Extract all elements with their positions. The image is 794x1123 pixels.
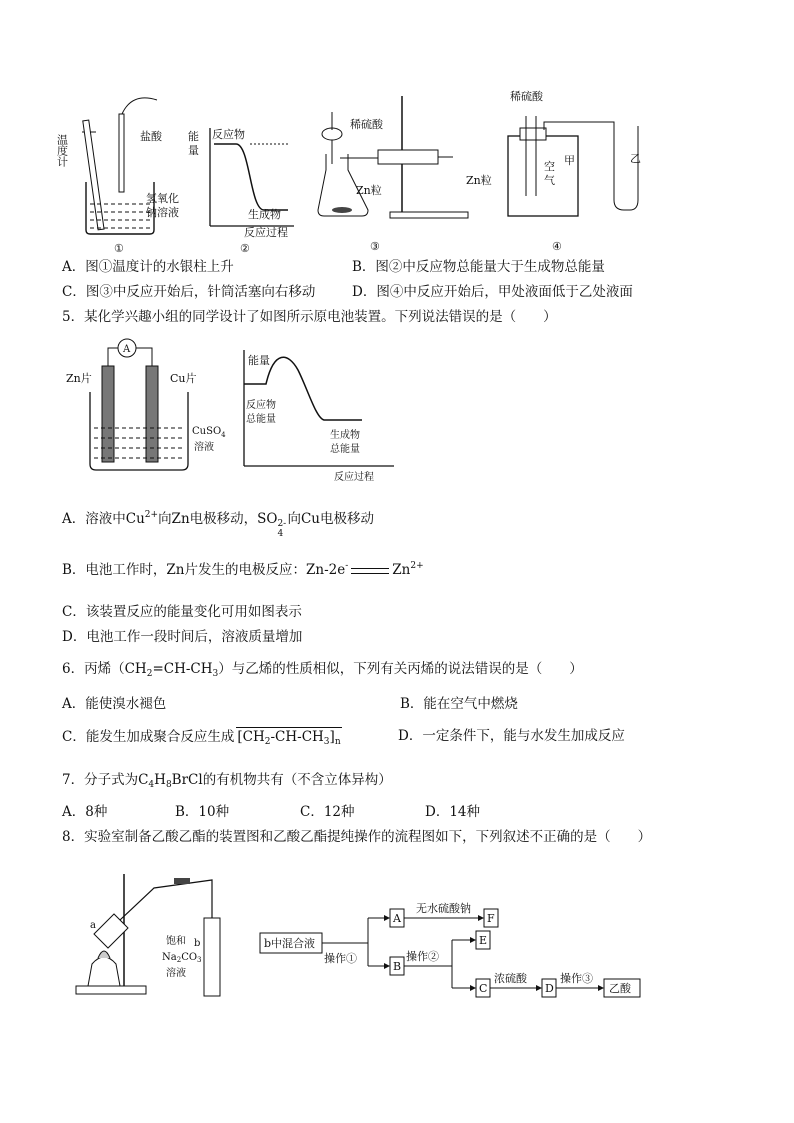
acid-label-4: 稀硫酸: [510, 90, 543, 103]
thermo-label: 温度计: [55, 134, 69, 167]
flow-dry: 无水硫酸钠: [416, 902, 471, 915]
q4-option-a: A．图①温度计的水银柱上升: [62, 259, 234, 275]
q4-figure-3: [318, 92, 468, 257]
q8-stem: 8．实验室制备乙酸乙酯的装置图和乙酸乙酯提纯操作的流程图如下，下列叙述不正确的是（ ）: [62, 829, 652, 845]
q8-apparatus-figure: [70, 858, 250, 1003]
ammeter-label: A: [123, 344, 131, 355]
q6-option-a: A．能使溴水褪色: [62, 696, 167, 712]
q7-option-b: B．10种: [175, 804, 230, 820]
q8-flowchart: [256, 900, 646, 1004]
q7-option-a: A．8种: [62, 804, 108, 820]
q5-option-c: C．该装置反应的能量变化可用如图表示: [62, 604, 302, 620]
q6-option-d: D．一定条件下，能与水发生加成反应: [398, 728, 625, 744]
q5-energy-figure: [238, 340, 398, 483]
q5-stem: 5．某化学兴趣小组的同学设计了如图所示原电池装置。下列说法错误的是（ ）: [62, 309, 557, 325]
axis-y-label-1: 能: [188, 130, 199, 143]
flow-h2so4: 浓硫酸: [494, 972, 527, 985]
yi-label: 乙: [630, 152, 641, 165]
q5-option-b: B．电池工作时，Zn片发生的电极反应：Zn-2e- $Zn^{2+}$: [62, 561, 424, 578]
acid-label: 盐酸: [140, 130, 162, 143]
na2co3-label: $Na_2CO_3$: [162, 952, 202, 964]
q4-figure-1: [55, 92, 182, 257]
zn-label-4: Zn粒: [466, 174, 492, 187]
fig-num-4: ④: [552, 240, 562, 253]
q6-option-b: B．能在空气中燃烧: [400, 696, 518, 712]
label-a: a: [90, 920, 96, 931]
prod-energy-label-1: 生成物: [330, 430, 360, 441]
naoh-label-2: 钠溶液: [146, 206, 179, 219]
q4-figure-4: [466, 86, 646, 256]
react-energy-label-2: 总能量: [246, 414, 276, 425]
flow-e: E: [479, 934, 488, 947]
react-energy-label-1: 反应物: [246, 400, 276, 411]
q4-figure-2: [188, 118, 298, 258]
zn-label-3: Zn粒: [356, 184, 382, 197]
q5-cell-figure: [62, 336, 242, 481]
air-label-1: 空: [544, 160, 555, 173]
react-label: 反应物: [212, 128, 245, 141]
q5-option-a: A．溶液中$Cu^{2+}$向Zn电极移动，SO 2- 4 向Cu电极移动: [62, 510, 374, 539]
q4-option-c: C．图③中反应开始后，针筒活塞向右移动: [62, 284, 316, 300]
reaction-arrow: [351, 568, 389, 574]
label-b: b: [194, 938, 201, 949]
q4-option-d: D．图④中反应开始后，甲处液面低于乙处液面: [352, 284, 633, 300]
solution-label-8: 溶液: [166, 968, 186, 979]
saturated-label: 饱和: [166, 936, 186, 947]
q7-option-c: C．12种: [300, 804, 355, 820]
fig-num-1: ①: [114, 242, 124, 255]
fig-num-2: ②: [240, 242, 250, 255]
flow-b: B: [393, 960, 402, 973]
q6-option-c: C．能发生加成聚合反应生成 $[CH_2-CH-CH_3]_n$: [62, 727, 342, 751]
cu-plate-label: Cu片: [170, 372, 197, 385]
axis-y-label-2: 量: [188, 144, 199, 157]
energy-axis-label: 能量: [248, 354, 270, 367]
cuso4-label: CuSO$_4$: [192, 426, 226, 439]
flow-op1: 操作①: [324, 952, 357, 965]
air-label-2: 气: [544, 174, 555, 187]
polymer-formula: $[CH_2-CH-CH_3]_n$: [236, 727, 341, 751]
jia-label: 甲: [564, 154, 575, 167]
flow-op2: 操作②: [406, 950, 439, 963]
fig-num-3: ③: [370, 240, 380, 253]
q7-stem: 7．分子式为$C_4H_8BrCl$的有机物共有（不含立体异构）: [62, 772, 392, 790]
naoh-label-1: 氢氧化: [146, 192, 179, 205]
flow-op3: 操作③: [560, 972, 593, 985]
prod-label: 生成物: [248, 208, 281, 221]
flow-c: C: [479, 982, 488, 995]
reaction-axis-label: 反应过程: [334, 472, 374, 483]
flow-acid: 乙酸: [609, 982, 631, 995]
q5-option-d: D．电池工作一段时间后，溶液质量增加: [62, 629, 303, 645]
zn-plate-label: Zn片: [66, 372, 92, 385]
flow-a: A: [393, 912, 401, 925]
q6-stem: 6．丙烯$(CH_2=CH-CH_3)$与乙烯的性质相似，下列有关丙烯的说法错误的是（ ）: [62, 661, 583, 679]
solution-label: 溶液: [194, 442, 214, 453]
q4-option-b: B．图②中反应物总能量大于生成物总能量: [352, 259, 605, 275]
prod-energy-label-2: 总能量: [330, 444, 360, 455]
flow-f: F: [487, 912, 495, 925]
flow-d: D: [545, 982, 554, 995]
xlabel: 反应过程: [244, 226, 288, 239]
q7-option-d: D．14种: [425, 804, 481, 820]
acid-label-3: 稀硫酸: [350, 118, 383, 131]
flow-start: b中混合液: [264, 937, 316, 950]
